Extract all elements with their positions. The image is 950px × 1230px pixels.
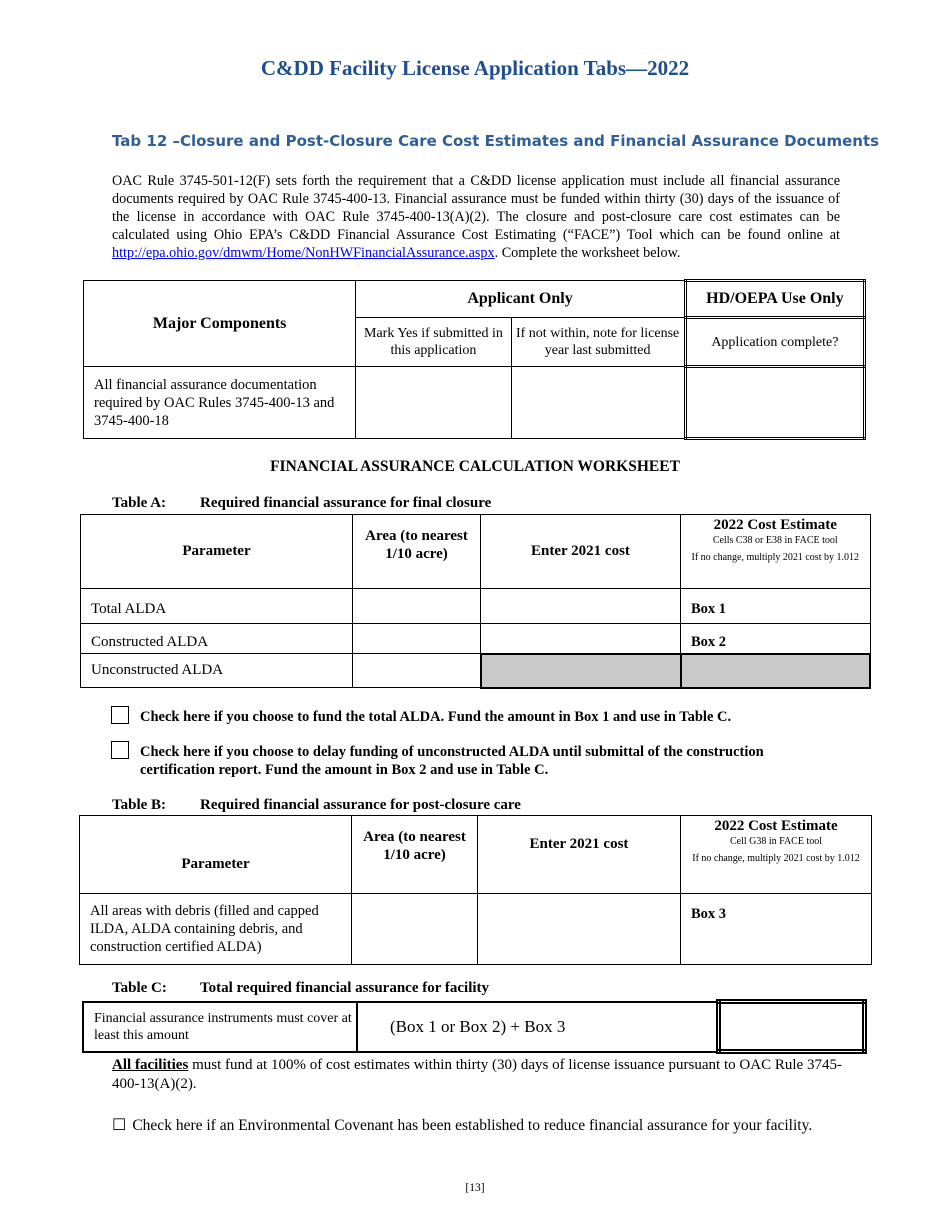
table-b-caption: Required financial assurance for post-closure care [200,797,521,813]
fund-total-alda-text: Check here if you choose to fund the total ALDA. Fund the amount in Box 1 and use in Table C. [140,709,732,725]
table-a-unconstructed-cost-shaded [481,654,681,688]
table-a-unconstructed-area-cell[interactable] [353,654,481,688]
intro-text-before: OAC Rule 3745-501-12(F) sets forth the requirement that a C&DD license application must include all financial assurance documents required by OAC Rule 3745-400-13. Financial assurance must be funded within thirty (30) days of the issuance of the license in accordance with OAC Rule 3745-400-13(A)(2). The closure and post-closure care cost estimates can be calculated using Ohio EPA’s C&DD Financial Assurance Cost Estimating (“FACE”) Tool which can be found online at [112,173,840,243]
hd-oepa-header: HD/OEPA Use Only [685,281,864,318]
table-a-unconstructed-estimate-shaded [681,654,871,688]
table-b-estimate-note1: Cell G38 in FACE tool [729,836,823,847]
all-facilities-emphasis: All facilities [112,1057,189,1073]
delay-funding-text: Check here if you choose to delay funding of unconstructed ALDA until submittal of the construction certification report. Fund the amount in Box 2 and use in Table C. [140,744,764,778]
table-a-row-total-alda: Total ALDA [81,589,353,624]
table-b-row-all-areas: All areas with debris (filled and capped ILDA, ALDA containing debris, and construction certified ALDA) [80,894,352,965]
table-b-label: Table B: [112,797,167,813]
table-a [80,514,871,689]
table-a-row-unconstructed-alda: Unconstructed ALDA [81,654,353,688]
table-b-box3[interactable]: Box 3 [681,894,872,965]
application-complete-header: Application complete? [685,318,864,367]
intro-paragraph [112,172,840,262]
table-b [79,815,872,965]
table-b-estimate-note2: If no change, multiply 2021 cost by 1.012 [692,853,860,864]
table-a-total-cost-cell[interactable] [481,589,681,624]
mark-yes-header: Mark Yes if submitted in this application [356,318,511,367]
table-b-cost-cell[interactable] [478,894,681,965]
table-a-estimate-note2: If no change, multiply 2021 cost by 1.012 [691,552,859,563]
table-a-total-area-cell[interactable] [353,589,481,624]
license-year-cell[interactable] [511,367,685,439]
table-a-parameter-header: Parameter [81,515,353,589]
table-c-label: Table C: [112,980,167,996]
page-number: [13] [465,1182,485,1194]
mark-yes-cell[interactable] [356,367,511,439]
table-a-estimate-header [681,515,871,589]
table-a-constructed-area-cell[interactable] [353,624,481,654]
table-b-cost-header: Enter 2021 cost [478,816,681,894]
table-b-estimate-title: 2022 Cost Estimate [714,818,838,834]
environmental-covenant-text: Check here if an Environmental Covenant has been established to reduce financial assurance for your facility. [132,1117,813,1134]
intro-text-after: . Complete the worksheet below. [494,245,681,261]
table-a-box1[interactable]: Box 1 [681,589,871,624]
table-b-parameter-header: Parameter [80,816,352,894]
table-b-area-header: Area (to nearest 1/10 acre) [352,816,478,894]
major-components-header: Major Components [84,281,356,367]
table-b-estimate-header [681,816,872,894]
fa-documentation-row-label: All financial assurance documentation required by OAC Rules 3745-400-13 and 3745-400-18 [84,367,356,439]
environmental-covenant-paragraph [112,1116,842,1136]
table-b-area-cell[interactable] [352,894,478,965]
face-tool-link[interactable]: http://epa.ohio.gov/dmwm/Home/NonHWFinancialAssurance.aspx [112,245,495,261]
page-title: C&DD Facility License Application Tabs—2022 [260,56,690,80]
table-a-cost-header: Enter 2021 cost [481,515,681,589]
applicant-only-header: Applicant Only [356,281,685,318]
table-c [82,999,867,1054]
all-facilities-rest: must fund at 100% of cost estimates within thirty (30) days of license issuance pursuant to OAC Rule 3745-400-13(A)(2). [112,1057,842,1092]
table-a-area-header: Area (to nearest 1/10 acre) [353,515,481,589]
all-facilities-paragraph [112,1056,842,1094]
table-a-estimate-title: 2022 Cost Estimate [713,517,837,533]
table-c-caption: Total required financial assurance for facility [200,980,490,996]
table-c-formula: (Box 1 or Box 2) + Box 3 [357,1002,719,1052]
table-a-estimate-note1: Cells C38 or E38 in FACE tool [712,535,838,546]
table-a-row-constructed-alda: Constructed ALDA [81,624,353,654]
application-complete-cell[interactable] [685,367,864,439]
tab-heading: Tab 12 –Closure and Post-Closure Care Cost Estimates and Financial Assurance Documents [112,132,880,150]
major-components-table [83,279,866,440]
table-c-total-cell[interactable] [719,1002,865,1052]
environmental-covenant-checkbox[interactable]: ☐ [112,1117,127,1134]
fund-total-alda-checkbox[interactable] [111,706,129,724]
table-a-caption: Required financial assurance for final closure [200,495,492,511]
table-a-box2[interactable]: Box 2 [681,624,871,654]
table-c-row-label: Financial assurance instruments must cover at least this amount [83,1002,357,1052]
table-a-label: Table A: [112,495,167,511]
delay-funding-checkbox[interactable] [111,741,129,759]
if-not-within-header: If not within, note for license year last submitted [511,318,685,367]
table-a-constructed-cost-cell[interactable] [481,624,681,654]
worksheet-title: FINANCIAL ASSURANCE CALCULATION WORKSHEET [270,458,680,475]
